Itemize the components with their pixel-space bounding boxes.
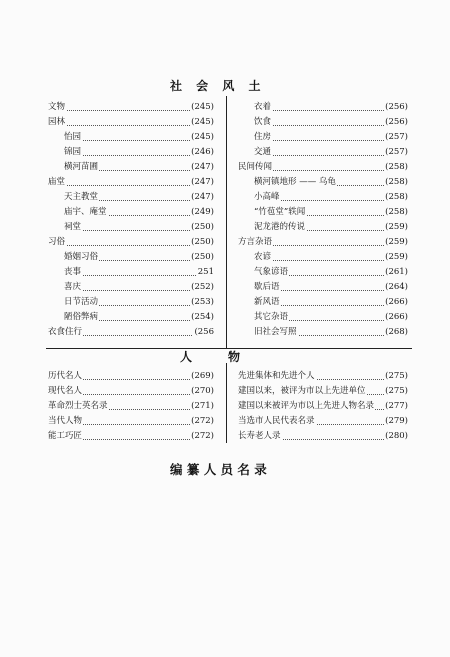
toc-entry xyxy=(48,265,214,280)
dot-leader xyxy=(48,115,214,126)
toc-entry-label: 建国以来，被评为市以上先进单位 xyxy=(238,384,367,399)
toc-entry-label: 新风语 xyxy=(254,295,281,310)
toc-entry-label: 农谚 xyxy=(254,250,272,265)
toc-entry-page: (247) xyxy=(190,175,214,190)
toc-entry xyxy=(48,145,214,160)
toc-entry-page: (258) xyxy=(384,205,408,220)
toc-entry xyxy=(238,115,408,130)
toc-entry-page: (256 xyxy=(193,325,214,340)
toc-entry-page: (272) xyxy=(190,414,214,429)
toc-entry-page: (250) xyxy=(190,235,214,250)
toc-entry xyxy=(48,414,214,429)
toc-entry xyxy=(48,130,214,145)
toc-entry-page: (270) xyxy=(190,384,214,399)
toc-entry xyxy=(48,369,214,384)
toc-entry-label: 祠堂 xyxy=(64,220,82,235)
toc-entry-label: 当代人物 xyxy=(48,414,83,429)
toc-entry xyxy=(48,205,214,220)
toc-entry-label: 歇后语 xyxy=(254,280,281,295)
toc-entry-label: 婚姻习俗 xyxy=(64,250,99,265)
toc-entry-page: (259) xyxy=(384,235,408,250)
toc-entry xyxy=(238,250,408,265)
toc-entry-label: 当选市人民代表名录 xyxy=(238,414,316,429)
toc-entry-label: 丧事 xyxy=(64,265,82,280)
toc-entry-page: (253) xyxy=(190,295,214,310)
toc-entry xyxy=(48,250,214,265)
toc-entry xyxy=(48,115,214,130)
people-left-column xyxy=(48,369,214,444)
toc-entry-page: (261) xyxy=(384,265,408,280)
toc-entry-page: (246) xyxy=(190,145,214,160)
toc-entry-label: 泥龙港的传说 xyxy=(254,220,306,235)
toc-entry-page: (250) xyxy=(190,220,214,235)
toc-entry-page: (268) xyxy=(384,325,408,340)
toc-entry xyxy=(48,295,214,310)
toc-entry-label: 横河镇地形 —— 乌龟 xyxy=(254,175,337,190)
toc-entry-label: “竹苞堂”轶闻 xyxy=(254,205,306,220)
toc-entry xyxy=(238,130,408,145)
toc-entry-label: 历代名人 xyxy=(48,369,83,384)
toc-entry xyxy=(238,414,408,429)
toc-entry-page: (257) xyxy=(384,145,408,160)
toc-entry-label: 锦园 xyxy=(64,145,82,160)
toc-entry xyxy=(48,429,214,444)
toc-entry xyxy=(48,280,214,295)
toc-entry-page: (249) xyxy=(190,205,214,220)
toc-entry xyxy=(238,384,408,399)
toc-entry-label: 衣着 xyxy=(254,100,272,115)
toc-entry-label: 小高峰 xyxy=(254,190,281,205)
section-title-customs: 社 会 风 土 xyxy=(170,79,261,93)
column-divider xyxy=(226,96,227,348)
toc-entry xyxy=(48,175,214,190)
toc-entry xyxy=(48,310,214,325)
toc-entry-label: 建国以来被评为市以上先进人物名录 xyxy=(238,399,375,414)
toc-entry-label: 方言杂语 xyxy=(238,235,273,250)
toc-entry-page: (272) xyxy=(190,429,214,444)
toc-entry-label: 其它杂语 xyxy=(254,310,289,325)
toc-entry-label: 革命烈士英名录 xyxy=(48,399,109,414)
toc-entry-page: (280) xyxy=(384,429,408,444)
toc-entry-label: 陋俗弊病 xyxy=(64,310,99,325)
toc-entry-label: 旧社会写照 xyxy=(254,325,298,340)
toc-entry-page: (254) xyxy=(190,310,214,325)
section-title-editors: 编 纂 人 员 名 录 xyxy=(170,462,267,477)
toc-entry-label: 衣食住行 xyxy=(48,325,83,340)
toc-entry-label: 现代名人 xyxy=(48,384,83,399)
toc-entry xyxy=(48,399,214,414)
customs-right-column xyxy=(238,100,408,340)
dot-leader xyxy=(64,265,214,276)
toc-entry-page: 251 xyxy=(197,265,214,280)
toc-entry xyxy=(238,325,408,340)
toc-entry xyxy=(48,384,214,399)
toc-entry xyxy=(238,295,408,310)
toc-entry xyxy=(48,190,214,205)
toc-entry xyxy=(238,280,408,295)
column-divider xyxy=(226,363,227,443)
toc-entry-page: (247) xyxy=(190,190,214,205)
toc-entry-page: (279) xyxy=(384,414,408,429)
toc-entry xyxy=(238,369,408,384)
people-right-column xyxy=(238,369,408,444)
toc-entry xyxy=(48,235,214,250)
toc-entry xyxy=(238,175,408,190)
toc-entry xyxy=(238,190,408,205)
toc-entry-label: 气象谚语 xyxy=(254,265,289,280)
customs-left-column xyxy=(48,100,214,340)
toc-entry-label: 天主教堂 xyxy=(64,190,99,205)
toc-entry-page: (259) xyxy=(384,250,408,265)
toc-entry xyxy=(48,100,214,115)
toc-entry-label: 长寿老人录 xyxy=(238,429,282,444)
toc-entry xyxy=(238,100,408,115)
toc-entry-page: (277) xyxy=(384,399,408,414)
toc-entry-label: 喜庆 xyxy=(64,280,82,295)
toc-entry-page: (256) xyxy=(384,115,408,130)
section-title-people: 人 物 xyxy=(180,350,241,364)
toc-entry-page: (250) xyxy=(190,250,214,265)
toc-entry-label: 园林 xyxy=(48,115,66,130)
toc-entry xyxy=(238,310,408,325)
toc-entry xyxy=(238,220,408,235)
toc-entry xyxy=(238,235,408,250)
toc-entry-label: 住房 xyxy=(254,130,272,145)
toc-entry-page: (245) xyxy=(190,100,214,115)
toc-entry xyxy=(238,145,408,160)
toc-entry-page: (247) xyxy=(190,160,214,175)
toc-entry xyxy=(238,429,408,444)
toc-entry-page: (269) xyxy=(190,369,214,384)
toc-entry xyxy=(238,399,408,414)
toc-entry-page: (257) xyxy=(384,130,408,145)
toc-entry-page: (245) xyxy=(190,115,214,130)
toc-entry xyxy=(48,325,214,340)
toc-entry xyxy=(238,205,408,220)
toc-entry xyxy=(48,160,214,175)
toc-entry-label: 饮食 xyxy=(254,115,272,130)
toc-entry-page: (258) xyxy=(384,190,408,205)
toc-entry-page: (259) xyxy=(384,220,408,235)
toc-entry-label: 民间传闻 xyxy=(238,160,273,175)
toc-entry-page: (252) xyxy=(190,280,214,295)
toc-entry-page: (275) xyxy=(384,384,408,399)
dot-leader xyxy=(48,235,214,246)
toc-entry-page: (258) xyxy=(384,160,408,175)
toc-entry-label: 怡园 xyxy=(64,130,82,145)
toc-entry xyxy=(238,160,408,175)
toc-entry-label: 横河苗圃 xyxy=(64,160,99,175)
toc-entry-label: 先进集体和先进个人 xyxy=(238,369,316,384)
toc-entry-page: (266) xyxy=(384,310,408,325)
toc-entry-page: (275) xyxy=(384,369,408,384)
toc-entry-label: 文物 xyxy=(48,100,66,115)
toc-entry-page: (258) xyxy=(384,175,408,190)
toc-entry-label: 日节活动 xyxy=(64,295,99,310)
toc-entry-page: (245) xyxy=(190,130,214,145)
toc-entry-page: (271) xyxy=(190,399,214,414)
toc-entry xyxy=(48,220,214,235)
toc-entry-page: (264) xyxy=(384,280,408,295)
toc-entry-label: 庙堂 xyxy=(48,175,66,190)
toc-entry-label: 能工巧匠 xyxy=(48,429,83,444)
toc-entry-label: 庙宇、庵堂 xyxy=(64,205,108,220)
toc-entry-label: 交通 xyxy=(254,145,272,160)
dot-leader xyxy=(48,175,214,186)
toc-entry-label: 习俗 xyxy=(48,235,66,250)
dot-leader xyxy=(48,100,214,111)
toc-entry xyxy=(238,265,408,280)
toc-entry-page: (256) xyxy=(384,100,408,115)
toc-entry-page: (266) xyxy=(384,295,408,310)
